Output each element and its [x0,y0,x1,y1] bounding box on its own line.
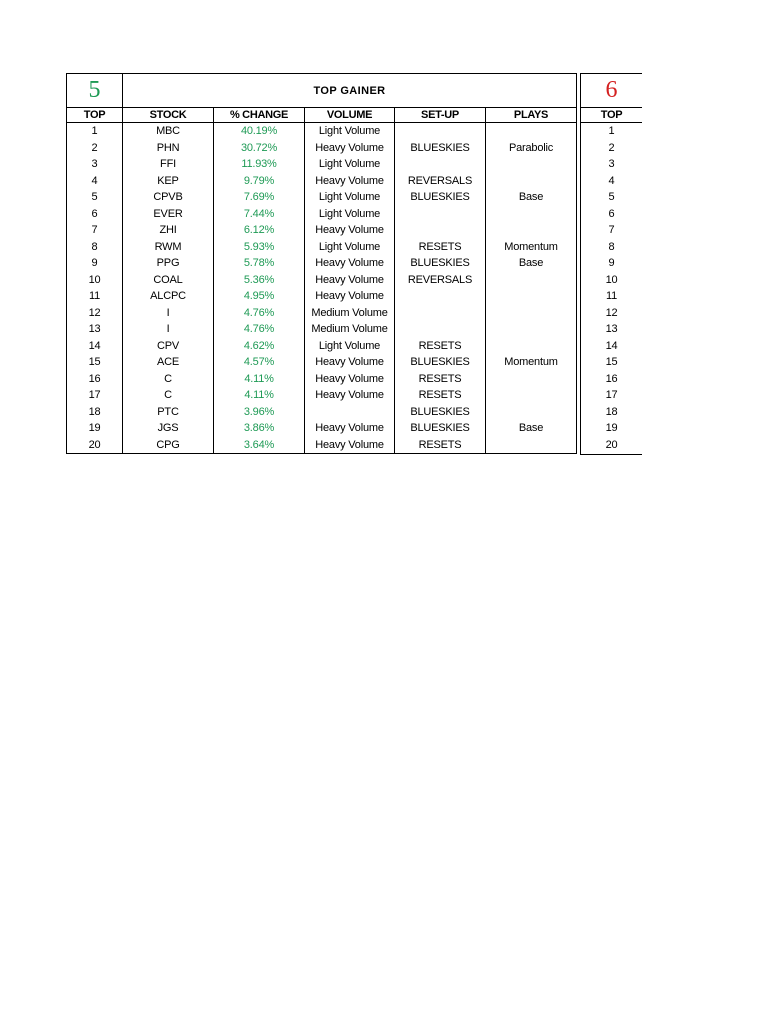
cell-top: 15 [605,356,618,368]
cell-plays [486,437,576,454]
table2-body [581,123,642,453]
column-header-row [67,108,576,123]
cell-stock: KEP [123,173,214,190]
cell-setup: RESETS [395,437,486,454]
cell-stock: I [123,321,214,338]
cell-plays [486,173,576,190]
cell-setup: BLUESKIES [395,189,486,206]
cell-plays [486,123,576,140]
cell-change: 4.11% [214,371,305,388]
cell-stock: FFI [123,156,214,173]
cell-plays [486,404,576,421]
cell-top: 10 [67,272,123,289]
cell-top: 4 [608,174,615,187]
header-change: % CHANGE [214,108,305,122]
table2-row [581,404,642,421]
table2-row [581,189,642,206]
cell-stock: COAL [123,272,214,289]
cell-volume: Heavy Volume [305,354,395,371]
cell-volume: Heavy Volume [305,288,395,305]
cell-plays [486,371,576,388]
table-row [67,305,576,322]
cell-plays: Momentum [504,240,558,253]
cell-change: 4.57% [214,354,305,371]
cell-plays [486,387,576,404]
table2-row [581,156,642,173]
cell-stock: ZHI [123,222,214,239]
cell-top: 19 [605,422,618,434]
cell-setup: BLUESKIES [395,140,486,157]
header-stock: STOCK [123,108,214,122]
cell-change: 9.79% [214,173,305,190]
cell-top: 14 [605,339,618,352]
cell-setup: RESETS [395,371,486,388]
block2-number: 6 [605,77,618,103]
cell-setup: RESETS [395,338,486,355]
cell-top: 16 [605,372,618,385]
cell-setup [395,288,486,305]
cell-setup: REVERSALS [395,272,486,289]
table-row [67,173,576,190]
cell-plays: Parabolic [508,141,554,154]
cell-setup: RESETS [395,239,486,256]
cell-volume: Medium Volume [305,305,395,322]
cell-volume: Medium Volume [305,321,395,338]
table2-row [581,354,642,371]
cell-top: 2 [608,141,615,154]
cell-stock: PHN [123,140,214,157]
cell-plays [486,305,576,322]
cell-change: 4.95% [214,288,305,305]
cell-top: 17 [605,389,618,401]
cell-top: 17 [67,387,123,404]
table-row [67,354,576,371]
cell-stock: PPG [123,255,214,272]
table2-row [581,206,642,223]
cell-plays [486,206,576,223]
cell-volume: Heavy Volume [305,140,395,157]
table2-row [581,140,642,157]
cell-top: 12 [67,305,123,322]
cell-top: 7 [608,224,615,236]
cell-volume: Light Volume [305,206,395,223]
cell-top: 20 [67,437,123,454]
cell-top: 12 [605,306,618,319]
cell-plays: Base [518,191,544,203]
cell-setup [395,222,486,239]
cell-top: 7 [67,222,123,239]
table2-row [581,321,642,338]
table2-title-row [581,74,642,108]
table-row [67,239,576,256]
cell-change: 4.11% [214,387,305,404]
cell-top: 6 [67,206,123,223]
cell-setup [395,305,486,322]
table-row [67,338,576,355]
table-row [67,404,576,421]
cell-plays [486,338,576,355]
cell-change: 4.62% [214,338,305,355]
cell-volume: Light Volume [305,156,395,173]
table-row [67,272,576,289]
cell-setup: REVERSALS [395,173,486,190]
cell-stock: ACE [123,354,214,371]
table2-row [581,338,642,355]
cell-top: 2 [67,140,123,157]
cell-plays [486,272,576,289]
table2-row [581,222,642,239]
cell-volume: Heavy Volume [305,255,395,272]
table2-row [581,420,642,437]
table-row [67,255,576,272]
cell-top: 9 [608,257,615,269]
cell-stock: C [123,387,214,404]
cell-top: 14 [67,338,123,355]
cell-setup: BLUESKIES [395,404,486,421]
table-row [67,288,576,305]
cell-setup [395,206,486,223]
cell-change: 5.36% [214,272,305,289]
cell-top: 11 [605,290,618,302]
table2-header-top: TOP [600,109,623,121]
cell-volume: Light Volume [305,338,395,355]
table2-row [581,123,642,140]
cell-stock: CPG [123,437,214,454]
table-title: TOP GAINER [313,84,386,97]
cell-volume: Heavy Volume [305,173,395,190]
cell-stock: PTC [123,404,214,421]
cell-change: 7.44% [214,206,305,223]
table-row [67,156,576,173]
cell-top: 13 [605,323,618,335]
table-body [67,123,576,453]
cell-change: 11.93% [214,156,305,173]
cell-setup [395,321,486,338]
cell-setup: BLUESKIES [395,420,486,437]
cell-stock: EVER [123,206,214,223]
cell-setup: BLUESKIES [395,354,486,371]
table2-row [581,173,642,190]
table-row [67,371,576,388]
cell-change: 5.78% [214,255,305,272]
cell-top: 8 [67,239,123,256]
cell-stock: I [123,305,214,322]
cell-volume: Heavy Volume [305,371,395,388]
table2-row [581,288,642,305]
cell-top: 19 [67,420,123,437]
cell-volume: Heavy Volume [305,387,395,404]
cell-top: 5 [608,191,615,203]
cell-stock: RWM [123,239,214,256]
cell-volume: Heavy Volume [305,272,395,289]
header-volume: VOLUME [305,108,395,122]
cell-change: 30.72% [214,140,305,157]
cell-plays: Base [518,422,544,434]
cell-top: 8 [608,240,615,253]
cell-stock: JGS [123,420,214,437]
cell-stock: C [123,371,214,388]
top-gainer-table [66,73,577,454]
table-row [67,189,576,206]
table2-row [581,305,642,322]
cell-top: 5 [67,189,123,206]
cell-top: 9 [67,255,123,272]
cell-top: 3 [67,156,123,173]
cell-change: 5.93% [214,239,305,256]
table-row [67,123,576,140]
cell-top: 16 [67,371,123,388]
cell-volume [305,404,395,421]
cell-top: 20 [605,438,618,451]
table-row [67,206,576,223]
table-row [67,321,576,338]
cell-top: 4 [67,173,123,190]
cell-volume: Heavy Volume [305,420,395,437]
cell-top: 3 [608,158,615,170]
table-row [67,140,576,157]
cell-plays [486,222,576,239]
table2-row [581,371,642,388]
cell-volume: Heavy Volume [305,222,395,239]
cell-plays [486,288,576,305]
cell-setup [395,156,486,173]
cell-change: 7.69% [214,189,305,206]
cell-top: 15 [67,354,123,371]
table-title-row [67,74,576,108]
table2-row [581,239,642,256]
cell-change: 6.12% [214,222,305,239]
table2-row [581,272,642,289]
next-table-partial [580,73,642,455]
cell-setup: BLUESKIES [395,255,486,272]
cell-top: 13 [67,321,123,338]
table2-row [581,387,642,404]
cell-top: 6 [608,207,615,220]
cell-top: 1 [608,125,615,137]
cell-top: 1 [67,123,123,140]
table-row [67,420,576,437]
cell-top: 18 [67,404,123,421]
cell-setup [395,123,486,140]
table2-row [581,437,642,454]
cell-stock: MBC [123,123,214,140]
cell-volume: Light Volume [305,189,395,206]
table-row [67,387,576,404]
cell-change: 3.86% [214,420,305,437]
cell-top: 10 [605,273,618,286]
cell-volume: Light Volume [305,123,395,140]
cell-change: 40.19% [214,123,305,140]
header-setup: SET-UP [395,108,486,122]
cell-top: 11 [67,288,123,305]
cell-top: 18 [605,405,618,418]
cell-volume: Light Volume [305,239,395,256]
cell-stock: ALCPC [123,288,214,305]
cell-plays [486,156,576,173]
header-top: TOP [67,108,123,122]
cell-stock: CPVB [123,189,214,206]
block-number: 5 [67,74,123,107]
cell-stock: CPV [123,338,214,355]
header-plays: PLAYS [513,109,549,121]
cell-plays: Momentum [504,356,558,368]
cell-change: 4.76% [214,305,305,322]
cell-volume: Heavy Volume [305,437,395,454]
cell-change: 3.64% [214,437,305,454]
cell-plays [486,321,576,338]
cell-plays: Base [518,257,544,269]
cell-change: 4.76% [214,321,305,338]
cell-setup: RESETS [395,387,486,404]
table2-row [581,255,642,272]
table-row [67,222,576,239]
cell-change: 3.96% [214,404,305,421]
table-row [67,437,576,454]
table2-column-header-row [581,108,642,123]
